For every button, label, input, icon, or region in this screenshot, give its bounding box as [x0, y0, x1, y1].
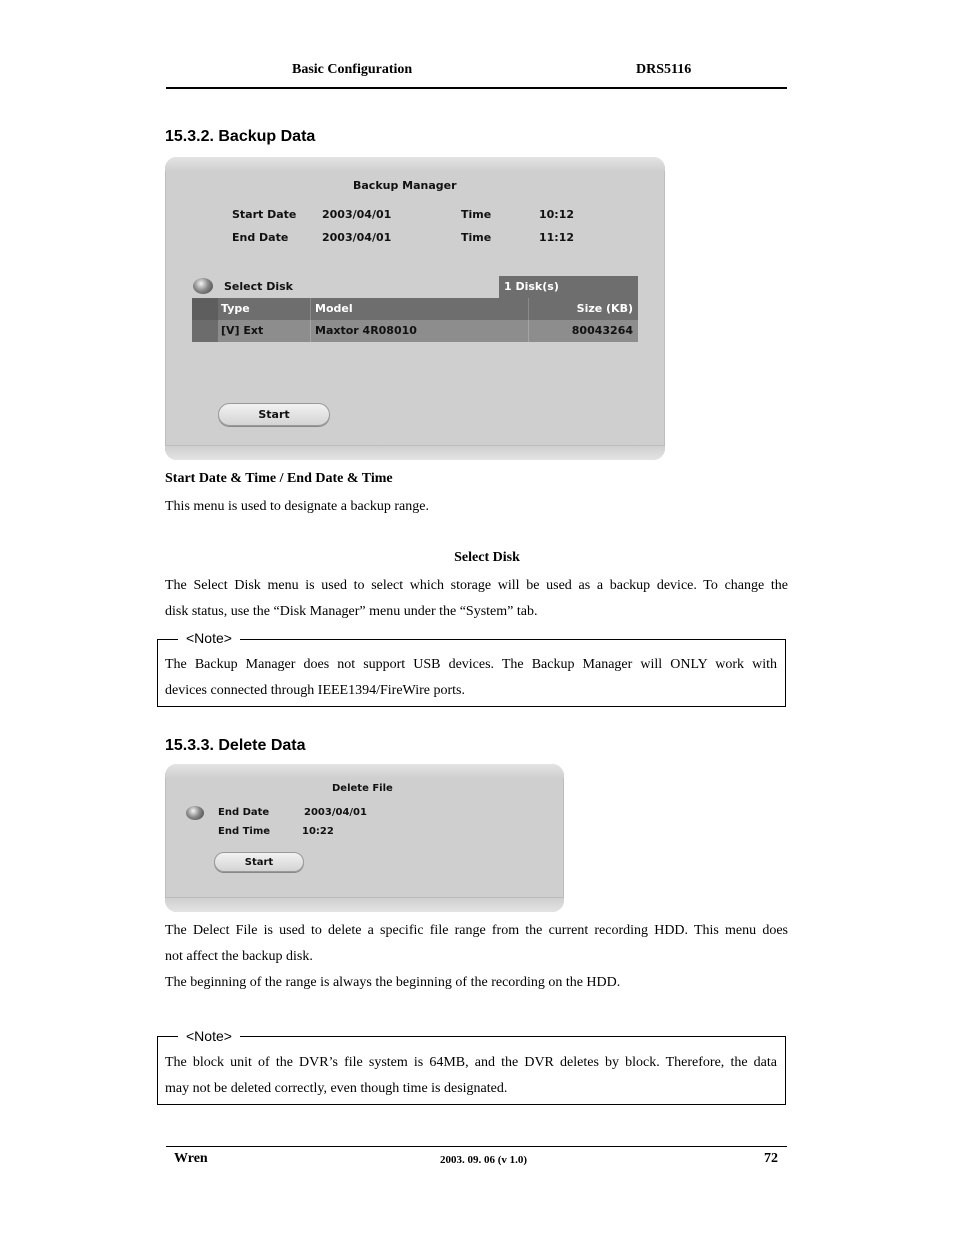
heading-start-end: Start Date & Time / End Date & Time	[165, 471, 393, 486]
para-delete-line1: The Delect File is used to delete a specific file range from the current recording HDD. This menu does	[165, 923, 788, 938]
section-title-backup: 15.3.2. Backup Data	[165, 128, 316, 145]
start-time-label: Time	[461, 208, 492, 221]
note-delete-line1: The block unit of the DVR’s file system is 64MB, and the DVR deletes by block. Therefore, the data	[165, 1055, 777, 1070]
note-label-backup: <Note>	[178, 630, 240, 646]
disk-table-header	[192, 298, 638, 320]
end-time-label: Time	[461, 231, 492, 244]
note-backup-line1: The Backup Manager does not support USB devices. The Backup Manager will ONLY work with	[165, 657, 777, 672]
footer-rule	[166, 1146, 787, 1147]
start-date-label: Start Date	[232, 208, 297, 221]
delete-file-screen	[165, 764, 564, 912]
footer-company: Wren	[174, 1151, 208, 1166]
page-number: 72	[764, 1151, 778, 1166]
delete-end-date-value[interactable]: 2003/04/01	[304, 807, 367, 818]
backup-manager-screen	[165, 157, 665, 460]
disk-table-row[interactable]	[192, 320, 638, 342]
note-delete-line2: may not be deleted correctly, even though time is designated.	[165, 1081, 508, 1096]
header-rule	[166, 87, 787, 89]
end-time-value[interactable]: 11:12	[539, 231, 575, 244]
para-delete-range: The beginning of the range is always the beginning of the recording on the HDD.	[165, 975, 621, 990]
end-date-radio-icon[interactable]	[186, 806, 204, 820]
row-model: Maxtor 4R08010	[315, 324, 417, 337]
delete-end-time-label: End Time	[218, 826, 271, 837]
disk-count-cell	[499, 276, 638, 298]
backup-start-button[interactable]: Start	[218, 403, 330, 426]
delete-start-button[interactable]: Start	[214, 852, 304, 872]
column-type: Type	[221, 302, 250, 315]
header-model: DRS5116	[636, 62, 692, 77]
note-backup-line2: devices connected through IEEE1394/FireWire ports.	[165, 683, 465, 698]
column-size: Size (KB)	[576, 302, 633, 315]
footer-date-version: 2003. 09. 06 (v 1.0)	[440, 1154, 528, 1166]
delete-end-time-value[interactable]: 10:22	[302, 826, 334, 837]
backup-manager-title: Backup Manager	[353, 179, 457, 192]
delete-file-title: Delete File	[332, 783, 393, 794]
end-date-label: End Date	[232, 231, 289, 244]
note-label-delete: <Note>	[178, 1028, 240, 1044]
select-disk-radio-icon[interactable]	[193, 278, 213, 294]
end-date-value[interactable]: 2003/04/01	[322, 231, 392, 244]
delete-end-date-label: End Date	[218, 807, 270, 818]
header-section-title: Basic Configuration	[292, 62, 413, 77]
heading-select-disk: Select Disk	[454, 550, 520, 565]
para-select-disk-line2: disk status, use the “Disk Manager” menu under the “System” tab.	[165, 604, 538, 619]
para-delete-line2: not affect the backup disk.	[165, 949, 313, 964]
section-title-delete: 15.3.3. Delete Data	[165, 737, 306, 754]
para-select-disk-line1: The Select Disk menu is used to select which storage will be used as a backup device. To change the	[165, 578, 788, 593]
start-date-value[interactable]: 2003/04/01	[322, 208, 392, 221]
disk-count: 1 Disk(s)	[504, 280, 559, 293]
column-model: Model	[315, 302, 353, 315]
row-type: [V] Ext	[221, 324, 264, 337]
select-disk-label: Select Disk	[224, 280, 293, 293]
row-size: 80043264	[571, 324, 633, 337]
start-time-value[interactable]: 10:12	[539, 208, 575, 221]
para-backup-range: This menu is used to designate a backup range.	[165, 499, 429, 514]
